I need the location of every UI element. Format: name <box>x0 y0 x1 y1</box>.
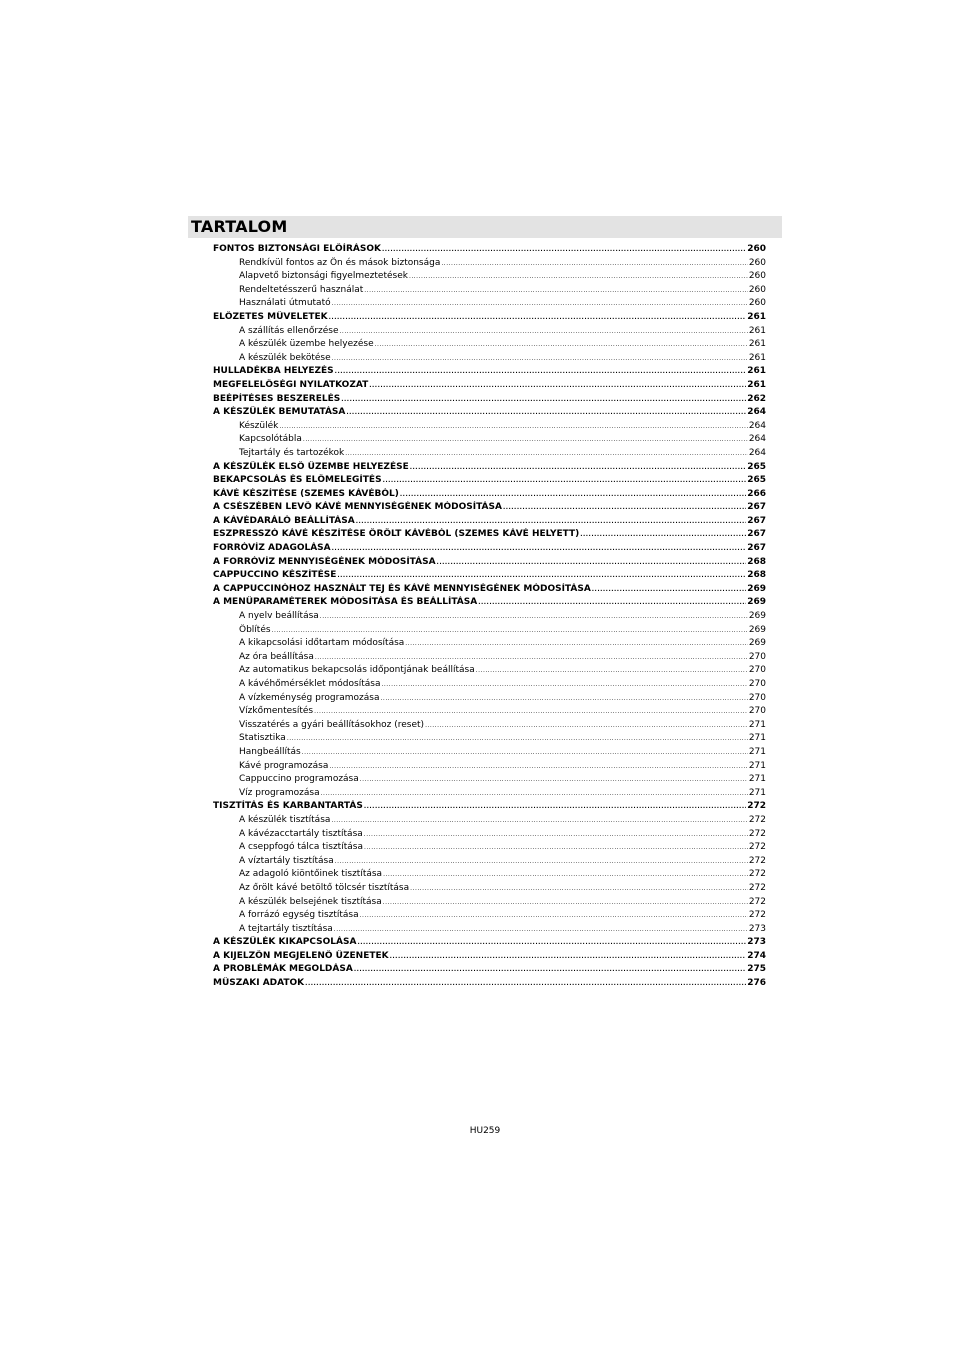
toc-entry-page: 269 <box>748 624 766 635</box>
toc-subsection-entry[interactable] <box>213 352 766 366</box>
toc-section-entry[interactable] <box>213 501 766 515</box>
toc-entry-page: 267 <box>747 529 766 540</box>
toc-subsection-entry[interactable] <box>213 257 766 271</box>
toc-entry-page: 271 <box>748 760 766 771</box>
toc-subsection-entry[interactable] <box>213 882 766 896</box>
toc-section-entry[interactable] <box>213 243 766 257</box>
toc-subsection-entry[interactable] <box>213 841 766 855</box>
toc-entry-page: 265 <box>747 475 766 486</box>
toc-subsection-entry[interactable] <box>213 814 766 828</box>
toc-subsection-entry[interactable] <box>213 719 766 733</box>
toc-entry-label: A vízkeménység programozása <box>239 692 380 703</box>
toc-section-entry[interactable] <box>213 596 766 610</box>
toc-entry-label: A forrázó egység tisztítása <box>239 910 359 921</box>
toc-subsection-entry[interactable] <box>213 284 766 298</box>
toc-entry-page: 271 <box>748 787 766 798</box>
toc-entry-label: Használati útmutató <box>239 298 331 309</box>
toc-entry-page: 267 <box>747 502 766 513</box>
toc-dot-leader <box>320 610 748 624</box>
toc-section-entry[interactable] <box>213 569 766 583</box>
toc-subsection-entry[interactable] <box>213 420 766 434</box>
toc-title: TARTALOM <box>191 217 288 236</box>
toc-section-entry[interactable] <box>213 474 766 488</box>
toc-subsection-entry[interactable] <box>213 923 766 937</box>
toc-subsection-entry[interactable] <box>213 855 766 869</box>
toc-entry-page: 267 <box>747 515 766 526</box>
toc-entry-label: A nyelv beállítása <box>239 611 319 622</box>
toc-entry-page: 260 <box>748 271 766 282</box>
toc-entry-label: A készülék bekötése <box>239 352 331 363</box>
toc-entry-page: 273 <box>748 923 766 934</box>
toc-dot-leader <box>383 868 748 882</box>
toc-dot-leader <box>409 270 748 284</box>
toc-dot-leader <box>476 664 748 678</box>
toc-dot-leader <box>410 461 746 475</box>
toc-entry-page: 261 <box>747 311 766 322</box>
toc-entry-page: 260 <box>747 244 766 254</box>
toc-dot-leader <box>303 433 748 447</box>
toc-entry-page: 272 <box>748 828 766 839</box>
toc-entry-label: Hangbeállítás <box>239 746 301 757</box>
toc-entry-page: 269 <box>747 597 766 608</box>
toc-subsection-entry[interactable] <box>213 651 766 665</box>
toc-dot-leader <box>335 365 747 379</box>
toc-dot-leader <box>354 963 746 977</box>
toc-section-entry[interactable] <box>213 311 766 325</box>
toc-entry-label: A KÁVÉDARÁLÓ BEÁLLÍTÁSA <box>213 515 355 526</box>
toc-subsection-entry[interactable] <box>213 664 766 678</box>
toc-section-entry[interactable] <box>213 556 766 570</box>
toc-subsection-entry[interactable] <box>213 297 766 311</box>
toc-entry-label: Alapvető biztonsági figyelmeztetések <box>239 271 408 282</box>
toc-entry-label: A készülék tisztítása <box>239 814 331 825</box>
toc-entry-page: 265 <box>747 461 766 472</box>
toc-section-entry[interactable] <box>213 800 766 814</box>
toc-entry-label: Az őrölt kávé betöltő tölcsér tisztítása <box>239 882 410 893</box>
toc-entry-label: BEKAPCSOLÁS ÉS ELŐMELEGÍTÉS <box>213 475 382 486</box>
toc-entry-page: 270 <box>748 651 766 662</box>
toc-dot-leader <box>279 420 747 434</box>
toc-section-entry[interactable] <box>213 528 766 542</box>
toc-dot-leader <box>375 338 748 352</box>
toc-dot-leader <box>302 746 748 760</box>
toc-subsection-entry[interactable] <box>213 637 766 651</box>
toc-entry-label: A CAPPUCCINÓHOZ HASZNÁLT TEJ ÉS KÁVÉ MENNYISÉGÉNEK MÓDOSÍTÁSA <box>213 583 591 594</box>
toc-section-entry[interactable] <box>213 365 766 379</box>
toc-entry-label: Öblítés <box>239 624 271 635</box>
toc-entry-page: 264 <box>748 434 766 445</box>
toc-dot-leader <box>332 542 747 556</box>
toc-entry-page: 273 <box>747 937 766 948</box>
toc-section-entry[interactable] <box>213 950 766 964</box>
toc-dot-leader <box>580 528 746 542</box>
toc-entry-page: 275 <box>747 964 766 975</box>
toc-entry-label: Rendeltetésszerű használat <box>239 284 364 295</box>
toc-subsection-entry[interactable] <box>213 447 766 461</box>
toc-dot-leader <box>364 841 748 855</box>
toc-entry-page: 270 <box>748 692 766 703</box>
toc-entry-label: CAPPUCCINO KÉSZÍTÉSE <box>213 570 337 581</box>
toc-subsection-entry[interactable] <box>213 746 766 760</box>
toc-dot-leader <box>357 936 746 950</box>
toc-entry-page: 270 <box>748 679 766 689</box>
toc-entry-page: 274 <box>747 950 766 961</box>
toc-section-entry[interactable] <box>213 461 766 475</box>
toc-dot-leader <box>364 800 746 814</box>
toc-dot-leader <box>360 909 748 923</box>
toc-dot-leader <box>329 311 747 325</box>
toc-subsection-entry[interactable] <box>213 270 766 284</box>
toc-entry-page: 261 <box>748 325 766 336</box>
toc-entry-page: 269 <box>747 583 766 594</box>
toc-entry-page: 268 <box>747 556 766 567</box>
toc-entry-label: Készülék <box>239 420 279 431</box>
toc-subsection-entry[interactable] <box>213 338 766 352</box>
toc-dot-leader <box>405 637 748 651</box>
toc-entry-label: FORRÓVÍZ ADAGOLÁSA <box>213 543 331 554</box>
toc-dot-leader <box>381 692 748 706</box>
toc-entry-label: Az adagoló kiöntőinek tisztítása <box>239 869 383 880</box>
toc-entry-page: 261 <box>748 339 766 350</box>
toc-title-bar <box>188 216 782 238</box>
toc-entry-label: Az óra beállítása <box>239 651 314 662</box>
toc-dot-leader <box>331 814 747 828</box>
toc-entry-page: 261 <box>748 352 766 363</box>
toc-entry-page: 260 <box>748 284 766 295</box>
toc-dot-leader <box>334 923 748 937</box>
toc-entry-label: A KÉSZÜLÉK KIKAPCSOLÁSA <box>213 937 357 948</box>
toc-entry-label: ELŐZETES MŰVELETEK <box>213 311 328 322</box>
toc-entry-label: HULLADÉKBA HELYEZÉS <box>213 366 334 377</box>
toc-dot-leader <box>332 352 748 366</box>
toc-dot-leader <box>337 569 746 583</box>
toc-section-entry[interactable] <box>213 379 766 393</box>
toc-entry-page: 270 <box>748 706 766 717</box>
toc-entry-label: A kávézacctartály tisztítása <box>239 828 363 839</box>
toc-entry-page: 266 <box>747 488 766 499</box>
toc-entry-page: 262 <box>747 393 766 404</box>
toc-dot-leader <box>369 379 746 393</box>
toc-dot-leader <box>425 719 748 733</box>
toc-entry-page: 269 <box>748 611 766 622</box>
toc-section-entry[interactable] <box>213 515 766 529</box>
toc-section-entry[interactable] <box>213 977 766 991</box>
toc-dot-leader <box>315 651 748 665</box>
page-number: HU259 <box>469 1126 501 1136</box>
toc-dot-leader <box>383 896 748 910</box>
toc-dot-leader <box>390 950 747 964</box>
toc-dot-leader <box>400 488 746 502</box>
toc-dot-leader <box>287 732 748 746</box>
toc-subsection-entry[interactable] <box>213 896 766 910</box>
toc-entry-page: 260 <box>748 298 766 309</box>
toc-entry-page: 272 <box>748 855 766 866</box>
toc-subsection-entry[interactable] <box>213 325 766 339</box>
toc-dot-leader <box>364 284 748 298</box>
toc-subsection-entry[interactable] <box>213 705 766 719</box>
toc-entry-label: A víztartály tisztítása <box>239 855 334 866</box>
toc-entry-label: A készülék üzembe helyezése <box>239 339 374 350</box>
toc-subsection-entry[interactable] <box>213 624 766 638</box>
toc-entry-page: 269 <box>748 638 766 649</box>
toc-entry-label: A FORRÓVÍZ MENNYISÉGÉNEK MÓDOSÍTÁSA <box>213 556 436 567</box>
toc-subsection-entry[interactable] <box>213 732 766 746</box>
toc-entry-label: Vízkőmentesítés <box>239 706 314 717</box>
toc-entry-page: 271 <box>748 733 766 744</box>
toc-entry-page: 264 <box>747 407 766 418</box>
toc-subsection-entry[interactable] <box>213 828 766 842</box>
toc-entry-label: A CSÉSZÉBEN LEVŐ KÁVÉ MENNYISÉGÉNEK MÓDOSÍTÁSA <box>213 502 502 513</box>
toc-entry-label: MEGFELELŐSÉGI NYILATKOZAT <box>213 379 369 390</box>
toc-dot-leader <box>340 325 748 339</box>
toc-entry-label: Kávé programozása <box>239 760 329 771</box>
toc-entry-label: TISZTÍTÁS ÉS KARBANTARTÁS <box>213 801 363 812</box>
toc-entry-page: 271 <box>748 774 766 785</box>
toc-entry-label: A PROBLÉMÁK MEGOLDÁSA <box>213 964 353 975</box>
toc-entry-page: 268 <box>747 570 766 581</box>
toc-dot-leader <box>345 447 748 461</box>
toc-entry-label: Víz programozása <box>239 787 320 798</box>
toc-entry-page: 272 <box>747 801 766 812</box>
toc-subsection-entry[interactable] <box>213 760 766 774</box>
toc-dot-leader <box>356 515 746 529</box>
toc-dot-leader <box>329 760 747 774</box>
toc-entry-label: Visszatérés a gyári beállításokhoz (reset) <box>239 719 425 730</box>
table-of-contents <box>213 243 766 991</box>
toc-entry-page: 261 <box>747 366 766 377</box>
toc-dot-leader <box>592 583 746 597</box>
toc-entry-label: A cseppfogó tálca tisztítása <box>239 842 363 853</box>
toc-section-entry[interactable] <box>213 963 766 977</box>
toc-entry-label: FONTOS BIZTONSÁGI ELŐÍRÁSOK <box>213 244 381 254</box>
toc-entry-label: ESZPRESSZÓ KÁVÉ KÉSZÍTÉSE ŐRÖLT KÁVÉBÓL (SZEMES KÁVÉ HELYETT) <box>213 529 580 540</box>
toc-dot-leader <box>441 257 747 271</box>
toc-subsection-entry[interactable] <box>213 773 766 787</box>
toc-subsection-entry[interactable] <box>213 433 766 447</box>
toc-entry-label: Az automatikus bekapcsolás időpontjának beállítása <box>239 665 475 676</box>
toc-entry-label: A KÉSZÜLÉK BEMUTATÁSA <box>213 407 346 418</box>
toc-entry-label: A KIJELZŐN MEGJELENŐ ÜZENETEK <box>213 950 389 961</box>
toc-dot-leader <box>437 556 747 570</box>
toc-entry-label: BEÉPÍTÉSES BESZERELÉS <box>213 393 341 404</box>
toc-entry-label: Cappuccino programozása <box>239 774 359 785</box>
toc-dot-leader <box>382 243 746 257</box>
toc-dot-leader <box>360 773 748 787</box>
toc-entry-label: Statisztika <box>239 733 286 744</box>
toc-entry-page: 272 <box>748 869 766 880</box>
toc-dot-leader <box>341 393 746 407</box>
toc-entry-label: Kapcsolótábla <box>239 434 302 445</box>
toc-subsection-entry[interactable] <box>213 678 766 692</box>
toc-entry-page: 276 <box>747 978 766 989</box>
toc-entry-page: 272 <box>748 882 766 893</box>
toc-dot-leader <box>346 406 746 420</box>
toc-entry-page: 264 <box>748 420 766 431</box>
toc-entry-page: 272 <box>748 814 766 825</box>
toc-subsection-entry[interactable] <box>213 868 766 882</box>
toc-entry-label: A kávéhőmérséklet módosítása <box>239 679 381 689</box>
toc-dot-leader <box>381 678 747 692</box>
toc-section-entry[interactable] <box>213 583 766 597</box>
toc-dot-leader <box>332 297 748 311</box>
toc-dot-leader <box>314 705 748 719</box>
toc-dot-leader <box>383 474 747 488</box>
toc-entry-page: 272 <box>748 842 766 853</box>
toc-entry-label: A szállítás ellenőrzése <box>239 325 339 336</box>
toc-dot-leader <box>321 787 748 801</box>
toc-entry-label: A MENÜPARAMÉTEREK MÓDOSÍTÁSA ÉS BEÁLLÍTÁSA <box>213 597 478 608</box>
toc-entry-page: 261 <box>747 379 766 390</box>
toc-entry-label: A kikapcsolási időtartam módosítása <box>239 638 405 649</box>
toc-subsection-entry[interactable] <box>213 692 766 706</box>
toc-dot-leader <box>305 977 746 991</box>
toc-section-entry[interactable] <box>213 406 766 420</box>
toc-entry-page: 260 <box>748 257 766 268</box>
toc-entry-page: 271 <box>748 719 766 730</box>
toc-entry-page: 271 <box>748 746 766 757</box>
toc-entry-label: Rendkívül fontos az Ön és mások biztonsága <box>239 257 441 268</box>
toc-subsection-entry[interactable] <box>213 610 766 624</box>
toc-section-entry[interactable] <box>213 488 766 502</box>
toc-entry-label: A készülék belsejének tisztítása <box>239 896 382 907</box>
toc-entry-label: A tejtartály tisztítása <box>239 923 333 934</box>
toc-section-entry[interactable] <box>213 393 766 407</box>
toc-section-entry[interactable] <box>213 936 766 950</box>
toc-entry-page: 267 <box>747 543 766 554</box>
toc-dot-leader <box>272 624 748 638</box>
toc-subsection-entry[interactable] <box>213 787 766 801</box>
toc-entry-page: 264 <box>748 447 766 458</box>
toc-entry-page: 272 <box>748 910 766 921</box>
toc-entry-label: A KÉSZÜLÉK ELSŐ ÜZEMBE HELYEZÉSE <box>213 461 409 472</box>
toc-entry-label: KÁVÉ KÉSZÍTÉSE (SZEMES KÁVÉBÓL) <box>213 488 399 499</box>
toc-dot-leader <box>364 828 748 842</box>
toc-dot-leader <box>335 855 748 869</box>
toc-section-entry[interactable] <box>213 542 766 556</box>
toc-dot-leader <box>410 882 748 896</box>
toc-entry-label: Tejtartály és tartozékok <box>239 447 345 458</box>
toc-entry-page: 270 <box>748 665 766 676</box>
toc-dot-leader <box>478 596 746 610</box>
toc-subsection-entry[interactable] <box>213 909 766 923</box>
toc-dot-leader <box>503 501 746 515</box>
toc-entry-page: 272 <box>748 896 766 907</box>
toc-entry-label: MŰSZAKI ADATOK <box>213 978 305 989</box>
